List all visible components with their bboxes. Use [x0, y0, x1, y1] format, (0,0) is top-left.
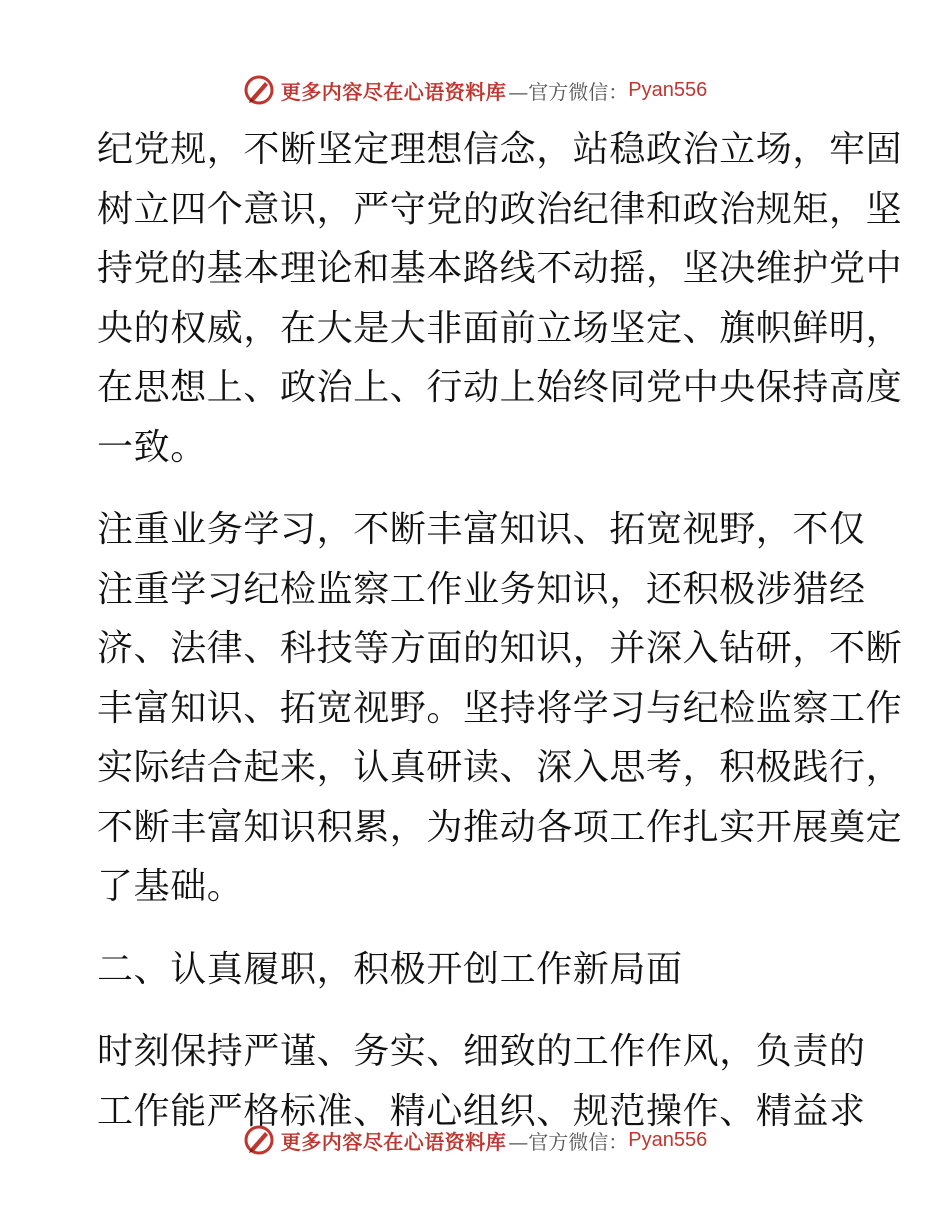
banner-title: 更多内容尽在心语资料库: [280, 79, 507, 104]
text-line: 在思想上、政治上、行动上始终同党中央保持高度: [97, 367, 903, 408]
paragraph: [97, 500, 903, 917]
banner-wechat-label: —官方微信：: [508, 79, 629, 104]
pen-logo-icon: [243, 1124, 275, 1156]
text-line: 央的权威，在大是大非面前立场坚定、旗帜鲜明，: [97, 307, 903, 349]
banner-wechat-id: Pyan556: [628, 78, 708, 101]
text-line: 一致。: [97, 426, 207, 468]
text-line: 实际结合起来，认真研读、深入思考，积极践行，: [97, 747, 903, 788]
text-line: 树立四个意识，严守党的政治纪律和政治规矩，坚: [97, 188, 903, 230]
section-heading: [97, 940, 853, 1000]
footer-watermark-banner: [0, 1120, 950, 1160]
header-watermark-banner: [0, 70, 950, 110]
text-line: 时刻保持严谨、务实、细致的工作作风，负责的: [97, 1031, 866, 1072]
paragraph: [97, 120, 903, 477]
banner-title: 更多内容尽在心语资料库: [280, 1129, 507, 1154]
text-line: 了基础。: [97, 866, 244, 907]
pen-logo-icon: [243, 74, 275, 106]
banner-wechat-label: —官方微信：: [508, 1129, 629, 1154]
banner-wechat-id: Pyan556: [628, 1128, 708, 1151]
heading-line: 二、认真履职，积极开创工作新局面: [97, 948, 683, 990]
text-line: 持党的基本理论和基本路线不动摇，坚决维护党中: [97, 248, 903, 289]
text-line: 济、法律、科技等方面的知识，并深入钻研，不断: [97, 628, 903, 669]
document-body: [97, 120, 903, 1141]
text-line: 丰富知识、拓宽视野。坚持将学习与纪检监察工作: [97, 687, 903, 729]
text-line: 不断丰富知识积累，为推动各项工作扎实开展奠定: [97, 806, 903, 848]
text-line: 纪党规，不断坚定理想信念，站稳政治立场，牢固: [97, 129, 903, 170]
text-line: 工作能严格标准、精心组织、规范操作、精益求: [97, 1090, 866, 1132]
text-line: 注重业务学习，不断丰富知识、拓宽视野，不仅: [97, 509, 866, 550]
text-line: 注重学习纪检监察工作业务知识，还积极涉猎经: [97, 568, 866, 610]
